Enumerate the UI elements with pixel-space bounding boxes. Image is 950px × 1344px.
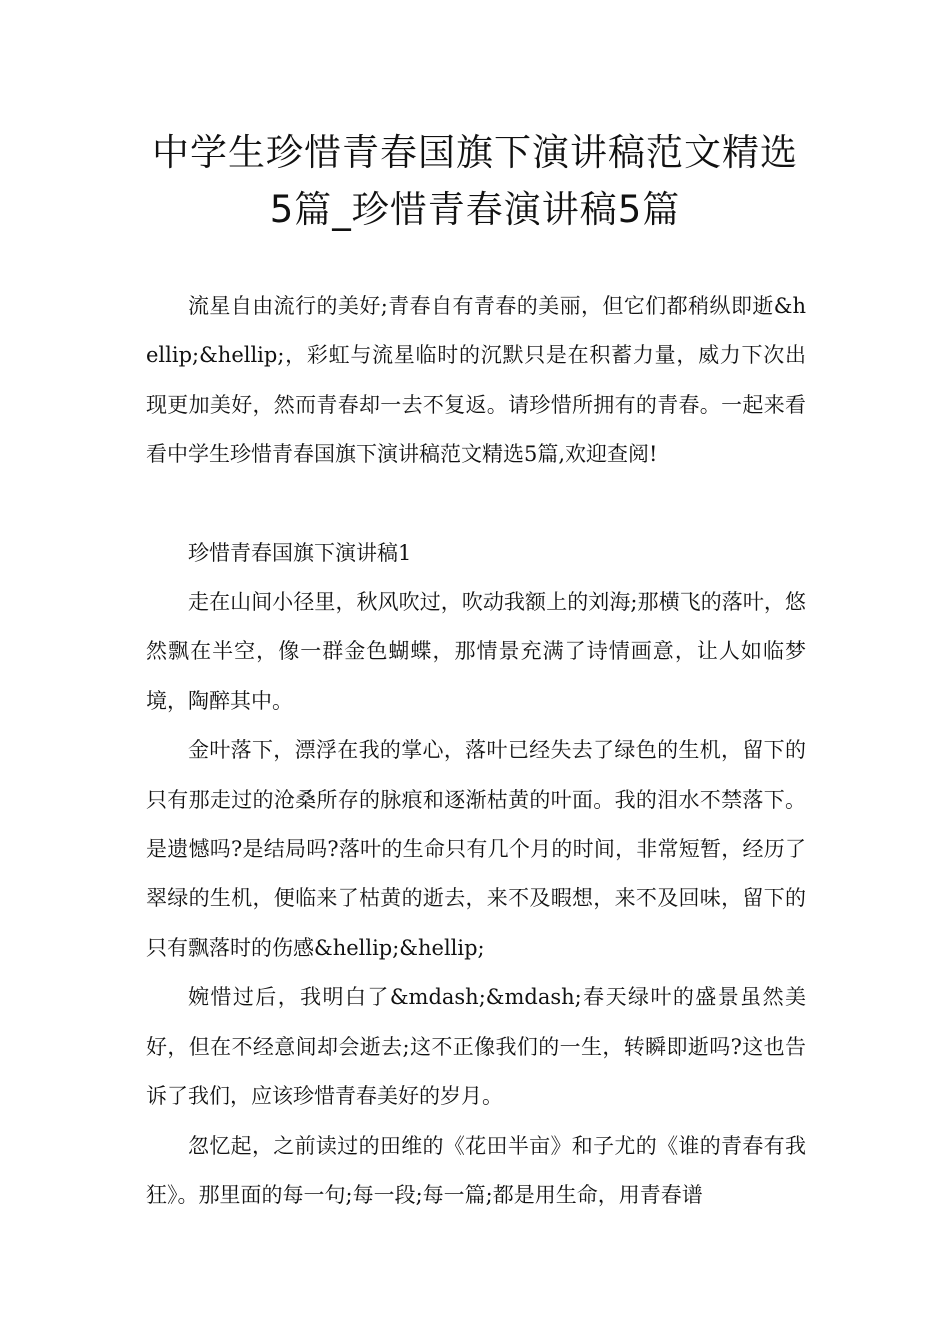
document-body <box>146 282 806 1220</box>
document-title-line-1: 中学生珍惜青春国旗下演讲稿范文精选 <box>152 131 798 174</box>
body-paragraph: 婉惜过后，我明白了&mdash;&mdash;春天绿叶的盛景虽然美好，但在不经意间却会逝去;这不正像我们的一生，转瞬即逝吗?这也告诉了我们，应该珍惜青春美好的岁月。 <box>146 985 806 1109</box>
document-title-line-2: 5篇_珍惜青春演讲稿5篇 <box>269 188 681 231</box>
body-paragraph: 走在山间小径里，秋风吹过，吹动我额上的刘海;那横飞的落叶，悠然飘在半空，像一群金色蝴蝶，那情景充满了诗情画意，让人如临梦境，陶醉其中。 <box>146 590 806 713</box>
body-paragraph: 忽忆起，之前读过的田维的《花田半亩》和子尤的《谁的青春有我狂》。那里面的每一句;每一段;每一篇;都是用生命，用青春谱 <box>146 1133 806 1207</box>
section-heading: 珍惜青春国旗下演讲稿1 <box>188 540 412 565</box>
body-paragraph: 金叶落下，漂浮在我的掌心，落叶已经失去了绿色的生机，留下的只有那走过的沧桑所存的脉痕和逐渐枯黄的叶面。我的泪水不禁落下。是遗憾吗?是结局吗?落叶的生命只有几个月的时间，非常短暂，经历了翠绿的生机，便临来了枯黄的逝去，来不及暇想，来不及回味，留下的只有飘落时的伤感&hellip;&hellip; <box>146 738 806 960</box>
intro-paragraph: 流星自由流行的美好;青春自有青春的美丽，但它们都稍纵即逝&hellip;&hellip;，彩虹与流星临时的沉默只是在积蓄力量，威力下次出现更加美好，然而青春却一去不复返。请珍惜所拥有的青春。一起来看看中学生珍惜青春国旗下演讲稿范文精选5篇,欢迎查阅! <box>146 294 806 467</box>
document-title <box>100 124 850 238</box>
